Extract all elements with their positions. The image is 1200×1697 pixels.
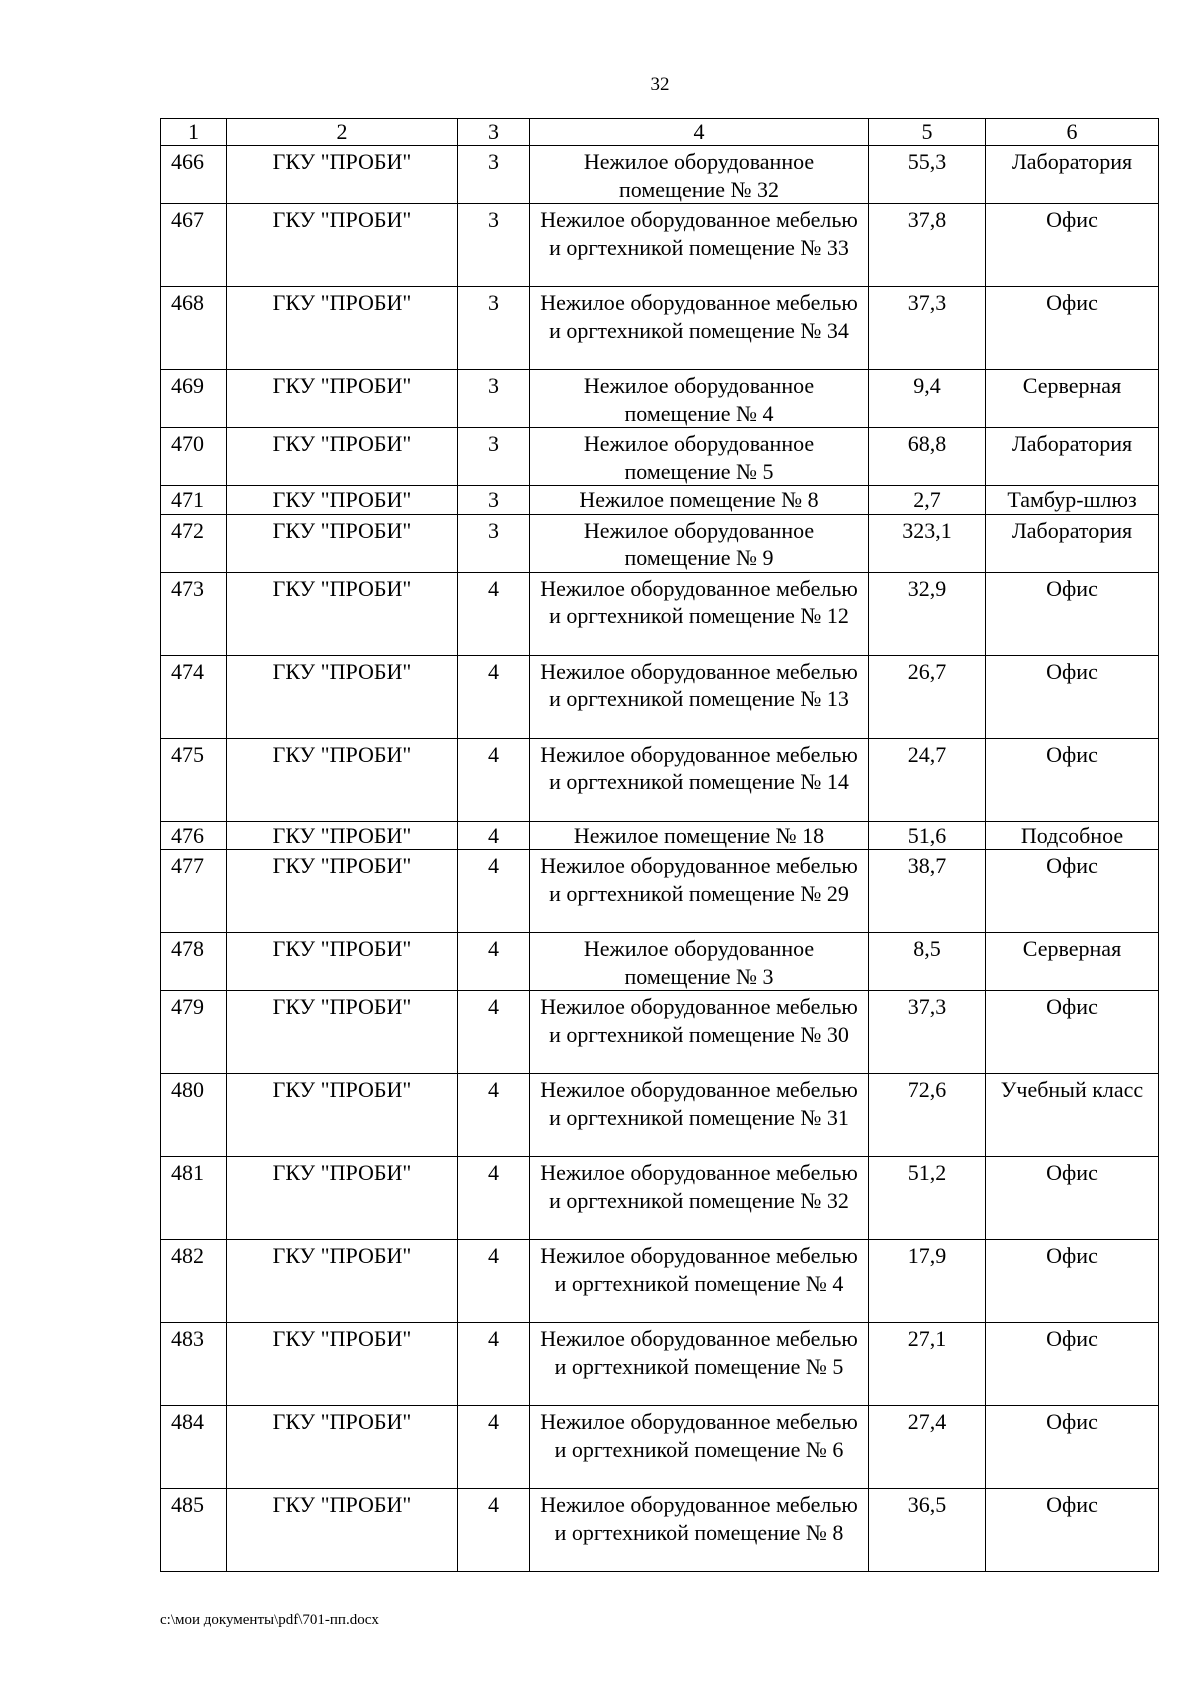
table-row bbox=[161, 850, 1159, 933]
organization-cell: ГКУ "ПРОБИ" bbox=[227, 850, 458, 933]
row-number-cell: 473 bbox=[161, 572, 227, 655]
floor-cell: 4 bbox=[458, 991, 530, 1074]
floor-cell: 4 bbox=[458, 1323, 530, 1406]
row-number-cell: 468 bbox=[161, 287, 227, 370]
area-cell: 27,1 bbox=[869, 1323, 986, 1406]
organization-cell: ГКУ "ПРОБИ" bbox=[227, 821, 458, 850]
purpose-cell: Офис bbox=[986, 1240, 1159, 1323]
purpose-cell: Серверная bbox=[986, 370, 1159, 428]
floor-cell: 3 bbox=[458, 514, 530, 572]
purpose-cell: Офис bbox=[986, 1489, 1159, 1572]
table-row bbox=[161, 655, 1159, 738]
row-number-cell: 469 bbox=[161, 370, 227, 428]
organization-cell: ГКУ "ПРОБИ" bbox=[227, 428, 458, 486]
row-number-cell: 479 bbox=[161, 991, 227, 1074]
organization-cell: ГКУ "ПРОБИ" bbox=[227, 1406, 458, 1489]
purpose-cell: Лаборатория bbox=[986, 514, 1159, 572]
organization-cell: ГКУ "ПРОБИ" bbox=[227, 991, 458, 1074]
area-cell: 32,9 bbox=[869, 572, 986, 655]
premises-table bbox=[160, 118, 1159, 1572]
table-row bbox=[161, 1074, 1159, 1157]
organization-cell: ГКУ "ПРОБИ" bbox=[227, 572, 458, 655]
table-row bbox=[161, 572, 1159, 655]
floor-cell: 3 bbox=[458, 486, 530, 515]
organization-cell: ГКУ "ПРОБИ" bbox=[227, 370, 458, 428]
premises-description-cell: Нежилое оборудованное мебелью и оргтехникой помещение № 29 bbox=[530, 850, 869, 933]
table-row bbox=[161, 821, 1159, 850]
premises-description-cell: Нежилое оборудованное мебелью и оргтехникой помещение № 30 bbox=[530, 991, 869, 1074]
row-number-cell: 477 bbox=[161, 850, 227, 933]
table-row bbox=[161, 146, 1159, 204]
table-row bbox=[161, 1406, 1159, 1489]
purpose-cell: Офис bbox=[986, 204, 1159, 287]
purpose-cell: Офис bbox=[986, 655, 1159, 738]
premises-description-cell: Нежилое помещение № 8 bbox=[530, 486, 869, 515]
purpose-cell: Офис bbox=[986, 1157, 1159, 1240]
floor-cell: 4 bbox=[458, 933, 530, 991]
area-cell: 8,5 bbox=[869, 933, 986, 991]
purpose-cell: Лаборатория bbox=[986, 146, 1159, 204]
area-cell: 72,6 bbox=[869, 1074, 986, 1157]
row-number-cell: 471 bbox=[161, 486, 227, 515]
floor-cell: 3 bbox=[458, 287, 530, 370]
table-row bbox=[161, 1157, 1159, 1240]
purpose-cell: Офис bbox=[986, 1406, 1159, 1489]
premises-description-cell: Нежилое оборудованное мебелью и оргтехникой помещение № 4 bbox=[530, 1240, 869, 1323]
area-cell: 2,7 bbox=[869, 486, 986, 515]
premises-description-cell: Нежилое оборудованное мебелью и оргтехникой помещение № 8 bbox=[530, 1489, 869, 1572]
organization-cell: ГКУ "ПРОБИ" bbox=[227, 514, 458, 572]
area-cell: 37,3 bbox=[869, 287, 986, 370]
table-row bbox=[161, 933, 1159, 991]
area-cell: 68,8 bbox=[869, 428, 986, 486]
purpose-cell: Офис bbox=[986, 738, 1159, 821]
area-cell: 51,2 bbox=[869, 1157, 986, 1240]
organization-cell: ГКУ "ПРОБИ" bbox=[227, 1074, 458, 1157]
area-cell: 38,7 bbox=[869, 850, 986, 933]
table-header-row bbox=[161, 119, 1159, 146]
row-number-cell: 475 bbox=[161, 738, 227, 821]
organization-cell: ГКУ "ПРОБИ" bbox=[227, 1240, 458, 1323]
table-row bbox=[161, 204, 1159, 287]
premises-description-cell: Нежилое оборудованное мебелью и оргтехникой помещение № 32 bbox=[530, 1157, 869, 1240]
floor-cell: 3 bbox=[458, 146, 530, 204]
area-cell: 36,5 bbox=[869, 1489, 986, 1572]
row-number-cell: 481 bbox=[161, 1157, 227, 1240]
premises-description-cell: Нежилое оборудованное мебелью и оргтехникой помещение № 5 bbox=[530, 1323, 869, 1406]
organization-cell: ГКУ "ПРОБИ" bbox=[227, 1323, 458, 1406]
premises-description-cell: Нежилое оборудованное мебелью и оргтехникой помещение № 33 bbox=[530, 204, 869, 287]
floor-cell: 4 bbox=[458, 1240, 530, 1323]
area-cell: 17,9 bbox=[869, 1240, 986, 1323]
area-cell: 27,4 bbox=[869, 1406, 986, 1489]
footer-file-path: c:\мои документы\pdf\701-пп.docx bbox=[160, 1612, 379, 1628]
table-row bbox=[161, 1240, 1159, 1323]
table-row bbox=[161, 428, 1159, 486]
organization-cell: ГКУ "ПРОБИ" bbox=[227, 1157, 458, 1240]
organization-cell: ГКУ "ПРОБИ" bbox=[227, 486, 458, 515]
row-number-cell: 474 bbox=[161, 655, 227, 738]
floor-cell: 4 bbox=[458, 1406, 530, 1489]
table-row bbox=[161, 486, 1159, 515]
row-number-cell: 470 bbox=[161, 428, 227, 486]
purpose-cell: Офис bbox=[986, 1323, 1159, 1406]
organization-cell: ГКУ "ПРОБИ" bbox=[227, 204, 458, 287]
row-number-cell: 478 bbox=[161, 933, 227, 991]
floor-cell: 3 bbox=[458, 370, 530, 428]
row-number-cell: 472 bbox=[161, 514, 227, 572]
floor-cell: 4 bbox=[458, 1157, 530, 1240]
organization-cell: ГКУ "ПРОБИ" bbox=[227, 933, 458, 991]
column-header: 6 bbox=[986, 119, 1159, 146]
floor-cell: 4 bbox=[458, 821, 530, 850]
floor-cell: 4 bbox=[458, 572, 530, 655]
premises-description-cell: Нежилое оборудованное помещение № 4 bbox=[530, 370, 869, 428]
purpose-cell: Тамбур-шлюз bbox=[986, 486, 1159, 515]
floor-cell: 4 bbox=[458, 1074, 530, 1157]
premises-description-cell: Нежилое помещение № 18 bbox=[530, 821, 869, 850]
organization-cell: ГКУ "ПРОБИ" bbox=[227, 1489, 458, 1572]
organization-cell: ГКУ "ПРОБИ" bbox=[227, 287, 458, 370]
floor-cell: 4 bbox=[458, 738, 530, 821]
premises-description-cell: Нежилое оборудованное помещение № 32 bbox=[530, 146, 869, 204]
area-cell: 24,7 bbox=[869, 738, 986, 821]
premises-description-cell: Нежилое оборудованное мебелью и оргтехникой помещение № 6 bbox=[530, 1406, 869, 1489]
table-row bbox=[161, 287, 1159, 370]
floor-cell: 3 bbox=[458, 204, 530, 287]
table-row bbox=[161, 1323, 1159, 1406]
column-header: 5 bbox=[869, 119, 986, 146]
premises-description-cell: Нежилое оборудованное помещение № 9 bbox=[530, 514, 869, 572]
area-cell: 26,7 bbox=[869, 655, 986, 738]
premises-description-cell: Нежилое оборудованное мебелью и оргтехникой помещение № 12 bbox=[530, 572, 869, 655]
table-row bbox=[161, 1489, 1159, 1572]
premises-description-cell: Нежилое оборудованное мебелью и оргтехникой помещение № 34 bbox=[530, 287, 869, 370]
table-row bbox=[161, 738, 1159, 821]
purpose-cell: Офис bbox=[986, 991, 1159, 1074]
area-cell: 323,1 bbox=[869, 514, 986, 572]
column-header: 1 bbox=[161, 119, 227, 146]
row-number-cell: 484 bbox=[161, 1406, 227, 1489]
table-row bbox=[161, 514, 1159, 572]
area-cell: 37,3 bbox=[869, 991, 986, 1074]
premises-description-cell: Нежилое оборудованное помещение № 5 bbox=[530, 428, 869, 486]
area-cell: 51,6 bbox=[869, 821, 986, 850]
floor-cell: 4 bbox=[458, 655, 530, 738]
purpose-cell: Подсобное bbox=[986, 821, 1159, 850]
purpose-cell: Офис bbox=[986, 850, 1159, 933]
row-number-cell: 476 bbox=[161, 821, 227, 850]
row-number-cell: 482 bbox=[161, 1240, 227, 1323]
page-number: 32 bbox=[650, 74, 670, 95]
row-number-cell: 480 bbox=[161, 1074, 227, 1157]
table-row bbox=[161, 370, 1159, 428]
row-number-cell: 483 bbox=[161, 1323, 227, 1406]
purpose-cell: Офис bbox=[986, 287, 1159, 370]
floor-cell: 4 bbox=[458, 850, 530, 933]
table-row bbox=[161, 991, 1159, 1074]
premises-description-cell: Нежилое оборудованное мебелью и оргтехникой помещение № 14 bbox=[530, 738, 869, 821]
area-cell: 37,8 bbox=[869, 204, 986, 287]
premises-description-cell: Нежилое оборудованное мебелью и оргтехникой помещение № 13 bbox=[530, 655, 869, 738]
row-number-cell: 467 bbox=[161, 204, 227, 287]
organization-cell: ГКУ "ПРОБИ" bbox=[227, 738, 458, 821]
floor-cell: 4 bbox=[458, 1489, 530, 1572]
row-number-cell: 485 bbox=[161, 1489, 227, 1572]
premises-description-cell: Нежилое оборудованное мебелью и оргтехникой помещение № 31 bbox=[530, 1074, 869, 1157]
column-header: 2 bbox=[227, 119, 458, 146]
area-cell: 9,4 bbox=[869, 370, 986, 428]
column-header: 4 bbox=[530, 119, 869, 146]
purpose-cell: Серверная bbox=[986, 933, 1159, 991]
column-header: 3 bbox=[458, 119, 530, 146]
floor-cell: 3 bbox=[458, 428, 530, 486]
purpose-cell: Офис bbox=[986, 572, 1159, 655]
organization-cell: ГКУ "ПРОБИ" bbox=[227, 146, 458, 204]
area-cell: 55,3 bbox=[869, 146, 986, 204]
premises-description-cell: Нежилое оборудованное помещение № 3 bbox=[530, 933, 869, 991]
purpose-cell: Лаборатория bbox=[986, 428, 1159, 486]
row-number-cell: 466 bbox=[161, 146, 227, 204]
organization-cell: ГКУ "ПРОБИ" bbox=[227, 655, 458, 738]
purpose-cell: Учебный класс bbox=[986, 1074, 1159, 1157]
